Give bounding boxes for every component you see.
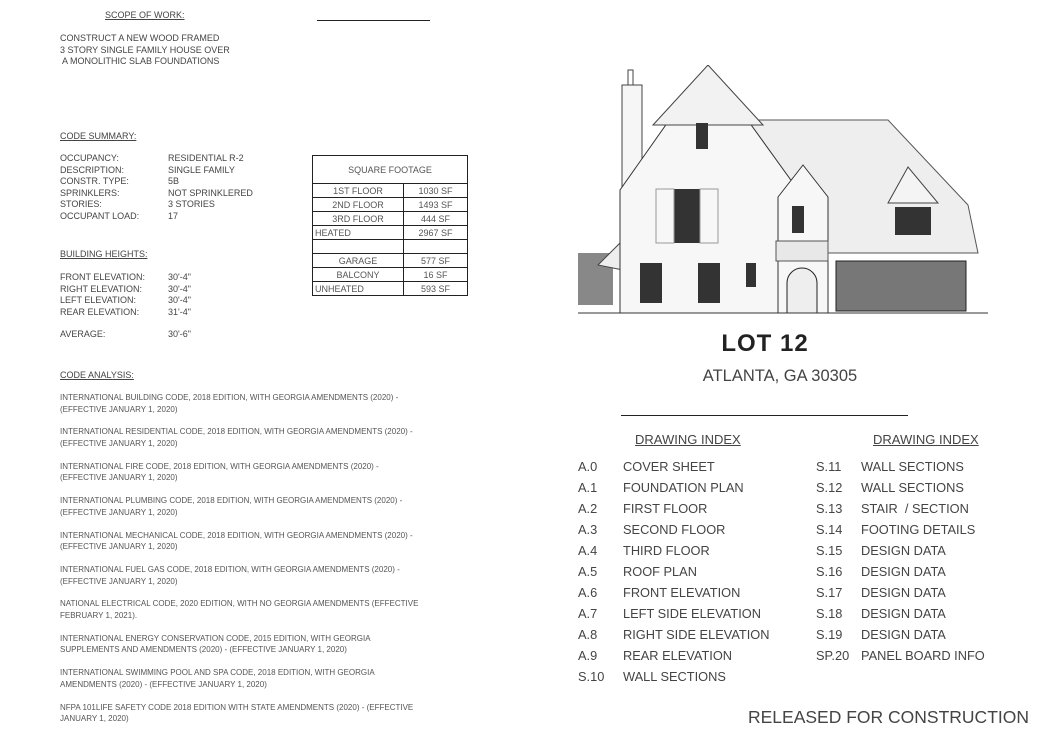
sheet-code: A.1 [578, 480, 598, 495]
square-footage-value: 593 SF [404, 282, 468, 296]
sheet-name: DESIGN DATA [861, 543, 946, 558]
height-value: 31'-4" [168, 306, 191, 317]
drawing-index-heading-right: DRAWING INDEX [873, 432, 979, 447]
code-summary-label: OCCUPANT LOAD: [60, 210, 140, 221]
height-value: 30'-4" [168, 295, 191, 305]
sheet-code: A.8 [578, 627, 598, 642]
height-label: FRONT ELEVATION: [60, 272, 146, 282]
square-footage-value: 577 SF [404, 254, 468, 268]
scope-line: CONSTRUCT A NEW WOOD FRAMED [60, 33, 220, 43]
average-label: AVERAGE: [60, 329, 106, 339]
height-label: REAR ELEVATION: [60, 306, 140, 317]
code-summary-heading: CODE SUMMARY: [60, 131, 137, 141]
sheet-name: WALL SECTIONS [623, 669, 726, 684]
sheet-name: WALL SECTIONS [861, 480, 964, 495]
code-analysis-item: INTERNATIONAL BUILDING CODE, 2018 EDITION, WITH GEORGIA AMENDMENTS (2020) - (EFFECTIVE JANUARY 1, 2020) [60, 393, 399, 414]
sheet-code: SP.20 [816, 648, 850, 663]
square-footage-row [313, 198, 468, 212]
square-footage-label: 3RD FLOOR [313, 212, 404, 226]
square-footage-row [313, 240, 468, 254]
square-footage-label: 2ND FLOOR [313, 198, 404, 212]
sheet-name: LEFT SIDE ELEVATION [623, 606, 761, 621]
square-footage-label [313, 240, 404, 254]
sheet-name: WALL SECTIONS [861, 459, 964, 474]
sheet-name: ROOF PLAN [623, 564, 697, 579]
square-footage-label: 1ST FLOOR [313, 184, 404, 198]
square-footage-row [313, 184, 468, 198]
sheet-name: DESIGN DATA [861, 627, 946, 642]
sheet-code: A.7 [578, 606, 598, 621]
code-summary-label: SPRINKLERS: [60, 187, 120, 198]
code-analysis-heading: CODE ANALYSIS: [60, 370, 134, 380]
sheet-name: FIRST FLOOR [623, 501, 708, 516]
sheet-code: A.0 [578, 459, 598, 474]
sheet-name: THIRD FLOOR [623, 543, 710, 558]
index-divider [621, 415, 908, 416]
average-value: 30'-6" [168, 329, 191, 339]
code-analysis-item: INTERNATIONAL ENERGY CONSERVATION CODE, 2015 EDITION, WITH GEORGIA SUPPLEMENTS AND AMENDMENTS (2020) - (EFFECTIVE JANUARY 1, 2020) [60, 633, 371, 655]
code-summary-label: STORIES: [60, 199, 102, 209]
sheet-code: S.15 [816, 543, 843, 558]
project-title: LOT 12 [721, 330, 809, 357]
code-analysis-item: INTERNATIONAL PLUMBING CODE, 2018 EDITION, WITH GEORGIA AMENDMENTS (2020) - (EFFECTIVE JANUARY 1, 2020) [60, 496, 403, 517]
sheet-code: S.17 [816, 585, 843, 600]
code-summary-label: CONSTR. TYPE: [60, 176, 129, 186]
sheet-code: S.10 [578, 669, 605, 684]
square-footage-row [313, 212, 468, 226]
sheet-code: S.19 [816, 627, 843, 642]
code-analysis-item: INTERNATIONAL FUEL GAS CODE, 2018 EDITION, WITH GEORGIA AMENDMENTS (2020) - (EFFECTIVE JANUARY 1, 2020) [60, 565, 400, 586]
sheet-name: DESIGN DATA [861, 606, 946, 621]
sheet-code: S.16 [816, 564, 843, 579]
code-summary-value: 17 [168, 210, 179, 221]
project-location: ATLANTA, GA 30305 [702, 367, 858, 385]
sheet-name: FRONT ELEVATION [623, 585, 741, 600]
sheet-code: A.2 [578, 501, 598, 516]
square-footage-label: GARAGE [313, 254, 404, 268]
code-summary-value: 5B [168, 176, 180, 186]
sheet-name: RIGHT SIDE ELEVATION [623, 627, 770, 642]
code-summary-label: OCCUPANCY: [60, 153, 119, 163]
height-value: 30'-4" [168, 272, 191, 282]
scope-line: A MONOLITHIC SLAB FOUNDATIONS [62, 56, 220, 66]
sheet-name: PANEL BOARD INFO [861, 648, 985, 663]
scope-line: 3 STORY SINGLE FAMILY HOUSE OVER [60, 44, 230, 55]
sheet-name: FOOTING DETAILS [861, 522, 976, 537]
square-footage-value: 444 SF [404, 212, 468, 226]
scope-heading: SCOPE OF WORK: [105, 10, 185, 20]
code-analysis-item: NATIONAL ELECTRICAL CODE, 2020 EDITION, WITH NO GEORGIA AMENDMENTS (EFFECTIVE FEBRUARY 1, 2021). [60, 599, 419, 620]
code-summary-label: DESCRIPTION: [60, 164, 125, 175]
sheet-name: FOUNDATION PLAN [623, 480, 744, 495]
height-label: LEFT ELEVATION: [60, 295, 137, 305]
sheet-code: A.6 [578, 585, 598, 600]
sheet-code: A.5 [578, 564, 598, 579]
sheet-name: COVER SHEET [623, 459, 715, 474]
building-heights-heading: BUILDING HEIGHTS: [60, 249, 148, 259]
square-footage-title: SQUARE FOOTAGE [313, 156, 468, 184]
sheet-name: STAIR / SECTION [861, 501, 969, 516]
square-footage-row [313, 226, 468, 240]
sheet-name: DESIGN DATA [861, 585, 946, 600]
square-footage-value [404, 240, 468, 254]
sheet-code: A.9 [578, 648, 598, 663]
square-footage-label: BALCONY [313, 268, 404, 282]
sheet-code: S.18 [816, 606, 843, 621]
code-analysis-item: NFPA 101LIFE SAFETY CODE 2018 EDITION WITH STATE AMENDMENTS (2020) - (EFFECTIVE JANUARY 1, 2020) [60, 702, 414, 724]
square-footage-row [313, 254, 468, 268]
release-status: RELEASED FOR CONSTRUCTION [748, 707, 1029, 727]
sheet-code: A.3 [578, 522, 598, 537]
sheet-name: REAR ELEVATION [623, 648, 733, 663]
drawing-index-heading-left: DRAWING INDEX [635, 432, 741, 447]
house-elevation-drawing [578, 65, 988, 320]
code-analysis-item: INTERNATIONAL MECHANICAL CODE, 2018 EDITION, WITH GEORGIA AMENDMENTS (2020) - (EFFECTIVE JANUARY 1, 2020) [60, 530, 413, 552]
code-analysis-item: INTERNATIONAL FIRE CODE, 2018 EDITION, WITH GEORGIA AMENDMENTS (2020) - (EFFECTIVE JANUARY 1, 2020) [60, 461, 379, 483]
code-analysis-item: INTERNATIONAL RESIDENTIAL CODE, 2018 EDITION, WITH GEORGIA AMENDMENTS (2020) - (EFFECTIVE JANUARY 1, 2020) [60, 427, 413, 448]
square-footage-value: 2967 SF [404, 226, 468, 240]
sheet-code: S.11 [816, 459, 842, 474]
sheet-code: S.12 [816, 480, 843, 495]
sheet-name: SECOND FLOOR [623, 522, 726, 537]
sheet-code: S.14 [816, 522, 843, 537]
code-summary-value: NOT SPRINKLERED [168, 187, 253, 198]
code-summary-value: SINGLE FAMILY [168, 164, 235, 175]
square-footage-row [313, 282, 468, 296]
square-footage-label: UNHEATED [313, 282, 404, 296]
square-footage-table [312, 155, 468, 296]
square-footage-value: 16 SF [404, 268, 468, 282]
height-value: 30'-4" [168, 283, 191, 294]
height-label: RIGHT ELEVATION: [60, 283, 143, 294]
sheet-code: A.4 [578, 543, 598, 558]
square-footage-label: HEATED [313, 226, 404, 240]
sheet-name: DESIGN DATA [861, 564, 946, 579]
code-analysis-item: INTERNATIONAL SWIMMING POOL AND SPA CODE, 2018 EDITION, WITH GEORGIA AMENDMENTS (2020) - (EFFECTIVE JANUARY 1, 2020) [60, 668, 375, 689]
square-footage-row [313, 268, 468, 282]
square-footage-value: 1030 SF [404, 184, 468, 198]
code-summary-value: 3 STORIES [168, 199, 215, 209]
code-summary-value: RESIDENTIAL R-2 [168, 153, 244, 163]
sheet-code: S.13 [816, 501, 843, 516]
square-footage-value: 1493 SF [404, 198, 468, 212]
title-line [317, 20, 430, 21]
